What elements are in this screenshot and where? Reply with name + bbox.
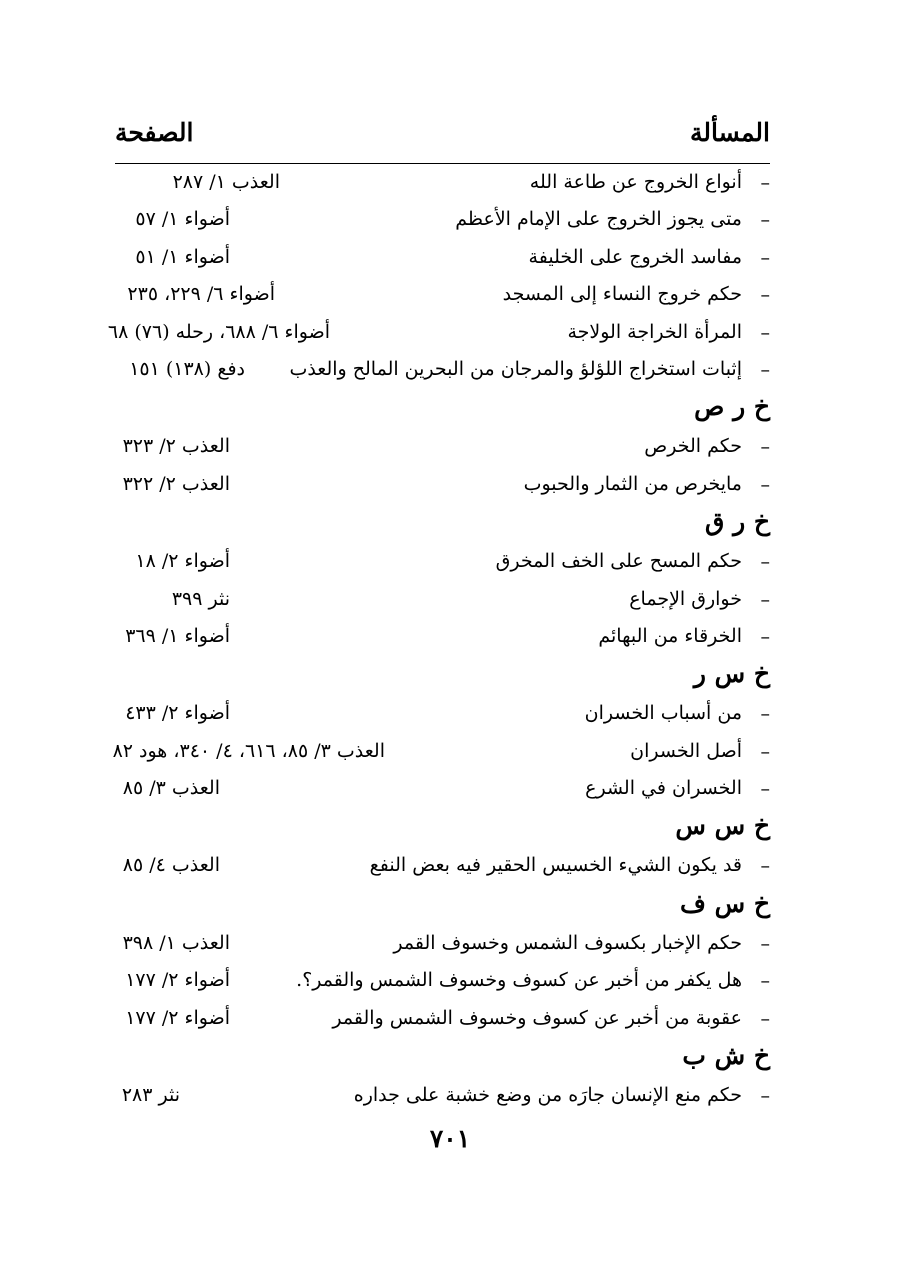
entry-topic: حكم الخرص (644, 435, 742, 458)
index-entry (115, 241, 770, 278)
entry-reference: العذب ٣/ ٨٥، ٦١٦، ٤/ ٣٤٠، هود ٨٢ (112, 739, 385, 762)
entry-dash: – (760, 246, 770, 269)
index-entry (115, 353, 770, 390)
entry-topic: خوارق الإجماع (629, 587, 742, 610)
section-heading-label: خ س ف (680, 888, 770, 918)
entry-dash: – (760, 740, 770, 763)
index-entry (115, 545, 770, 582)
index-entry (107, 316, 770, 353)
entry-topic: الخرقاء من البهائم (598, 624, 742, 647)
section-heading-label: خ ر ص (694, 392, 770, 422)
index-entry (115, 166, 770, 203)
entry-dash: – (760, 209, 770, 232)
entry-reference: نثر ٢٨٣ (121, 1084, 180, 1107)
index-entries (107, 166, 770, 1116)
entry-dash: – (760, 284, 770, 307)
section-heading (115, 1039, 770, 1079)
entry-reference: أضواء ٢/ ١٧٧ (125, 1006, 230, 1029)
entry-topic: من أسباب الخسران (584, 702, 742, 725)
entry-reference: العذب ١/ ٣٩٨ (122, 931, 230, 954)
entry-topic: المرأة الخراجة الولاجة (567, 320, 742, 343)
entry-dash: – (760, 321, 770, 344)
entry-dash: – (760, 1007, 770, 1030)
entry-dash: – (760, 932, 770, 955)
entry-reference: أضواء ٢/ ١٧٧ (125, 969, 230, 992)
entry-reference: أضواء ٦/ ٦٨٨، رحله (٧٦) ٦٨ (107, 320, 330, 343)
entry-dash: – (760, 625, 770, 648)
header-divider (115, 163, 770, 164)
section-heading (115, 657, 770, 697)
entry-reference: أضواء ١/ ٣٦٩ (125, 624, 230, 647)
index-entry (115, 1079, 770, 1116)
entry-dash: – (760, 970, 770, 993)
entry-reference: العذب ٣/ ٨٥ (122, 777, 220, 800)
index-entry (115, 772, 770, 809)
entry-reference: أضواء ١/ ٥١ (135, 245, 230, 268)
topic-column-title: المسألة (690, 118, 770, 147)
index-entry (115, 620, 770, 657)
entry-reference: العذب ١/ ٢٨٧ (172, 171, 280, 193)
entry-topic: أصل الخسران (630, 739, 742, 762)
entry-topic: مفاسد الخروج على الخليفة (528, 245, 742, 268)
entry-dash: – (760, 551, 770, 574)
section-heading (115, 887, 770, 927)
section-heading (115, 390, 770, 430)
index-entry (115, 583, 770, 620)
entry-dash: – (760, 436, 770, 459)
entry-dash: – (760, 1085, 770, 1108)
page-number: ٧٠١ (429, 1124, 471, 1153)
entry-dash: – (760, 358, 770, 381)
index-entry (112, 735, 770, 772)
index-entry (115, 927, 770, 964)
index-entry (115, 430, 770, 467)
section-heading (115, 809, 770, 849)
entry-dash: – (760, 778, 770, 801)
index-entry (115, 203, 770, 240)
entry-reference: أضواء ١/ ٥٧ (135, 208, 230, 231)
entry-reference: أضواء ٢/ ١٨ (135, 550, 230, 573)
page-column-title: الصفحة (115, 118, 194, 147)
entry-topic: أنواع الخروج عن طاعة الله (529, 171, 742, 193)
entry-dash: – (760, 703, 770, 726)
section-heading-label: خ س س (675, 811, 770, 841)
entry-dash: – (760, 855, 770, 878)
entry-topic: قد يكون الشيء الخسيس الحقير فيه بعض النفع (369, 854, 742, 877)
entry-dash: – (760, 588, 770, 611)
entry-topic: حكم منع الإنسان جارَه من وضع خشبة على جداره (353, 1084, 742, 1107)
section-heading-label: خ ر ق (704, 507, 770, 537)
entry-reference: العذب ٢/ ٣٢٢ (122, 472, 230, 495)
index-entry (115, 849, 770, 886)
section-heading-label: خ ش ب (682, 1041, 770, 1071)
entry-reference: العذب ٢/ ٣٢٣ (122, 435, 230, 458)
entry-reference: دفع (١٣٨) ١٥١ (129, 357, 245, 380)
entry-topic: حكم خروج النساء إلى المسجد (502, 283, 742, 306)
index-entry (115, 278, 770, 315)
entry-topic: حكم المسح على الخف المخرق (495, 550, 742, 573)
entry-dash: – (760, 473, 770, 496)
entry-topic: إثبات استخراج اللؤلؤ والمرجان من البحرين المالح والعذب (289, 357, 742, 380)
entry-reference: نثر ٣٩٩ (171, 587, 230, 610)
entry-dash: – (760, 172, 770, 194)
index-entry (115, 1002, 770, 1039)
entry-reference: العذب ٤/ ٨٥ (122, 854, 220, 877)
entry-reference: أضواء ٢/ ٤٣٣ (125, 702, 230, 725)
section-heading-label: خ س ر (693, 659, 770, 689)
entry-topic: حكم الإخبار بكسوف الشمس وخسوف القمر (393, 931, 742, 954)
entry-topic: متى يجوز الخروج على الإمام الأعظم (455, 208, 742, 231)
index-entry (115, 697, 770, 734)
entry-topic: عقوبة من أخبر عن كسوف وخسوف الشمس والقمر (332, 1006, 742, 1029)
entry-reference: أضواء ٦/ ٢٢٩، ٢٣٥ (127, 283, 275, 306)
index-entry (115, 468, 770, 505)
index-entry (115, 964, 770, 1001)
entry-topic: مايخرص من الثمار والحبوب (523, 472, 742, 495)
entry-topic: الخسران في الشرع (585, 777, 742, 800)
section-heading (115, 505, 770, 545)
table-header (115, 118, 770, 162)
entry-topic: هل يكفر من أخبر عن كسوف وخسوف الشمس والقمر؟. (296, 969, 742, 992)
